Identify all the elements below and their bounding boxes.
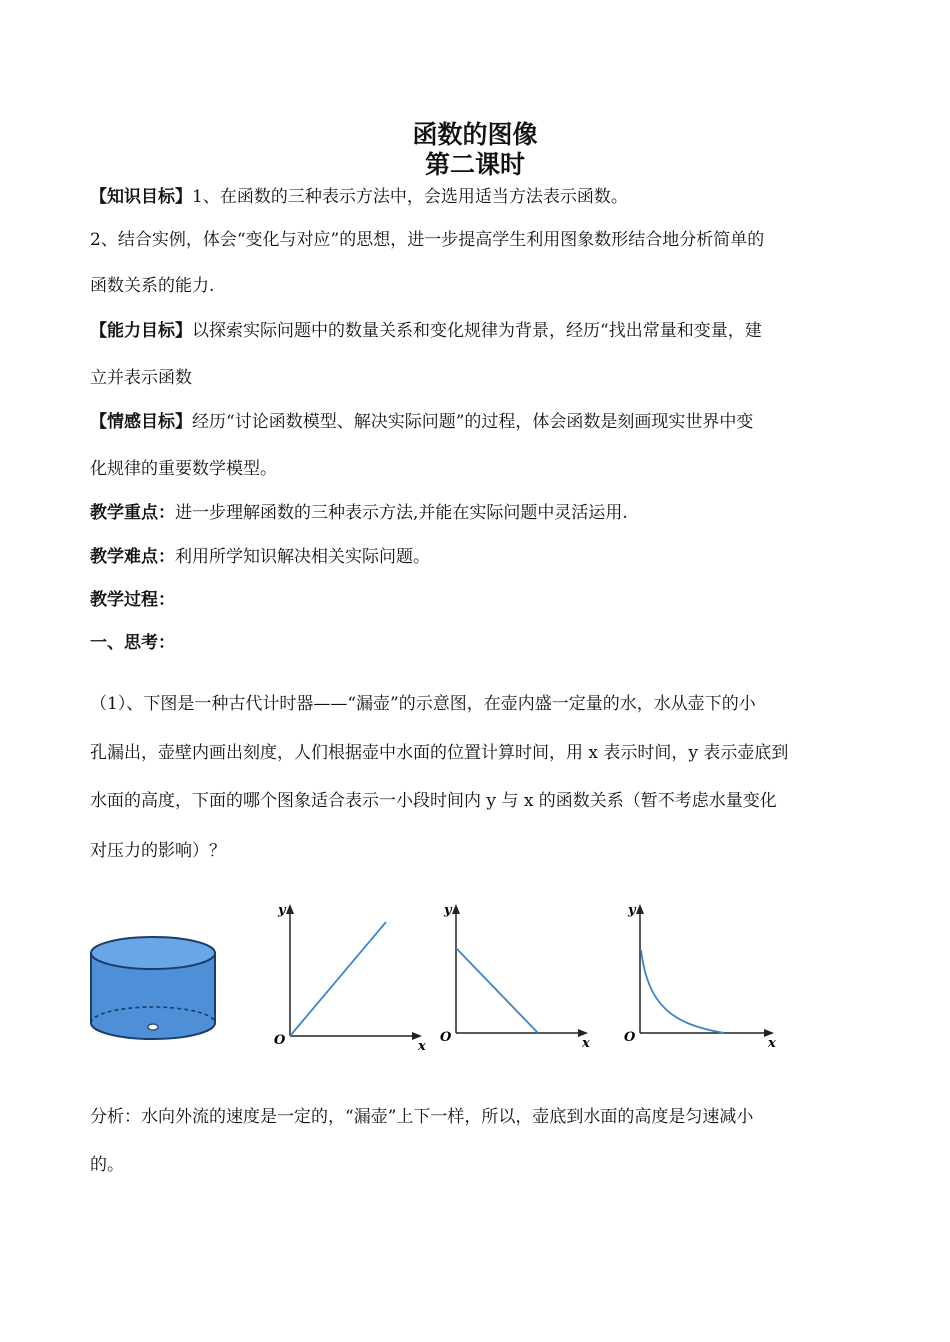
knowledge-text-3: 函数关系的能力.	[90, 276, 215, 296]
ability-objective	[90, 320, 870, 342]
key-point-text: 进一步理解函数的三种表示方法,并能在实际问题中灵活运用.	[175, 503, 628, 523]
question-line-4: 对压力的影响）？	[90, 841, 226, 861]
graph-a-y-label: y	[278, 903, 286, 918]
graph-a-line	[290, 922, 386, 1036]
difficulty-label: 教学难点：	[90, 547, 175, 567]
ability-label: 【能力目标】	[90, 321, 192, 341]
knowledge-text-1: 1、在函数的三种表示方法中，会选用适当方法表示函数。	[192, 187, 628, 207]
graph-c	[622, 898, 782, 1053]
graph-c-y-label: y	[628, 903, 636, 918]
analysis-line-1: 分析：水向外流的速度是一定的，“漏壶”上下一样，所以，壶底到水面的高度是匀速减小	[90, 1107, 754, 1127]
graph-b	[436, 898, 596, 1053]
question-line-1: （1）、下图是一种古代计时器——“漏壶”的示意图，在壶内盛一定量的水，水从壶下的小	[90, 694, 756, 714]
emotion-text-2: 化规律的重要数学模型。	[90, 459, 277, 479]
difficulty-text: 利用所学知识解决相关实际问题。	[175, 547, 430, 567]
graph-c-origin-label: O	[624, 1030, 636, 1045]
knowledge-objective	[90, 186, 870, 208]
water-clock-vessel-icon	[85, 935, 220, 1050]
graph-c-curve	[641, 950, 724, 1033]
graph-b-origin-label: O	[440, 1030, 452, 1045]
graph-b-x-label: x	[582, 1036, 590, 1051]
question-line-3: 水面的高度，下面的哪个图象适合表示一小段时间内 y 与 x 的函数关系（暂不考虑水量变化	[90, 791, 777, 811]
emotion-label: 【情感目标】	[90, 412, 192, 432]
graph-c-x-label: x	[768, 1036, 776, 1051]
knowledge-text-2: 2、结合实例，体会“变化与对应”的思想，进一步提高学生利用图象数形结合地分析简单的	[90, 230, 765, 250]
process-label: 教学过程：	[90, 590, 175, 610]
graph-a-x-label: x	[418, 1039, 426, 1053]
graph-a-origin-label: O	[274, 1033, 286, 1048]
graph-b-line	[456, 948, 538, 1033]
key-point	[90, 502, 870, 524]
page-title: 函数的图像	[412, 120, 538, 149]
page-subtitle: 第二课时	[424, 150, 525, 179]
knowledge-label: 【知识目标】	[90, 187, 192, 207]
ability-text-1: 以探索实际问题中的数量关系和变化规律为背景，经历“找出常量和变量，建	[192, 321, 762, 341]
graph-b-y-label: y	[444, 903, 452, 918]
ability-text-2: 立并表示函数	[90, 368, 192, 388]
graph-a	[268, 898, 428, 1053]
emotion-text-1: 经历“讨论函数模型、解决实际问题”的过程，体会函数是刻画现实世界中变	[192, 412, 754, 432]
question-line-2: 孔漏出，壶壁内画出刻度，人们根据壶中水面的位置计算时间，用 x 表示时间，y 表示壶底到	[90, 743, 789, 763]
difficulty	[90, 546, 870, 568]
key-point-label: 教学重点：	[90, 503, 175, 523]
emotion-objective	[90, 411, 870, 433]
section-1-label: 一、思考：	[90, 633, 175, 653]
analysis-line-2: 的。	[90, 1155, 124, 1175]
